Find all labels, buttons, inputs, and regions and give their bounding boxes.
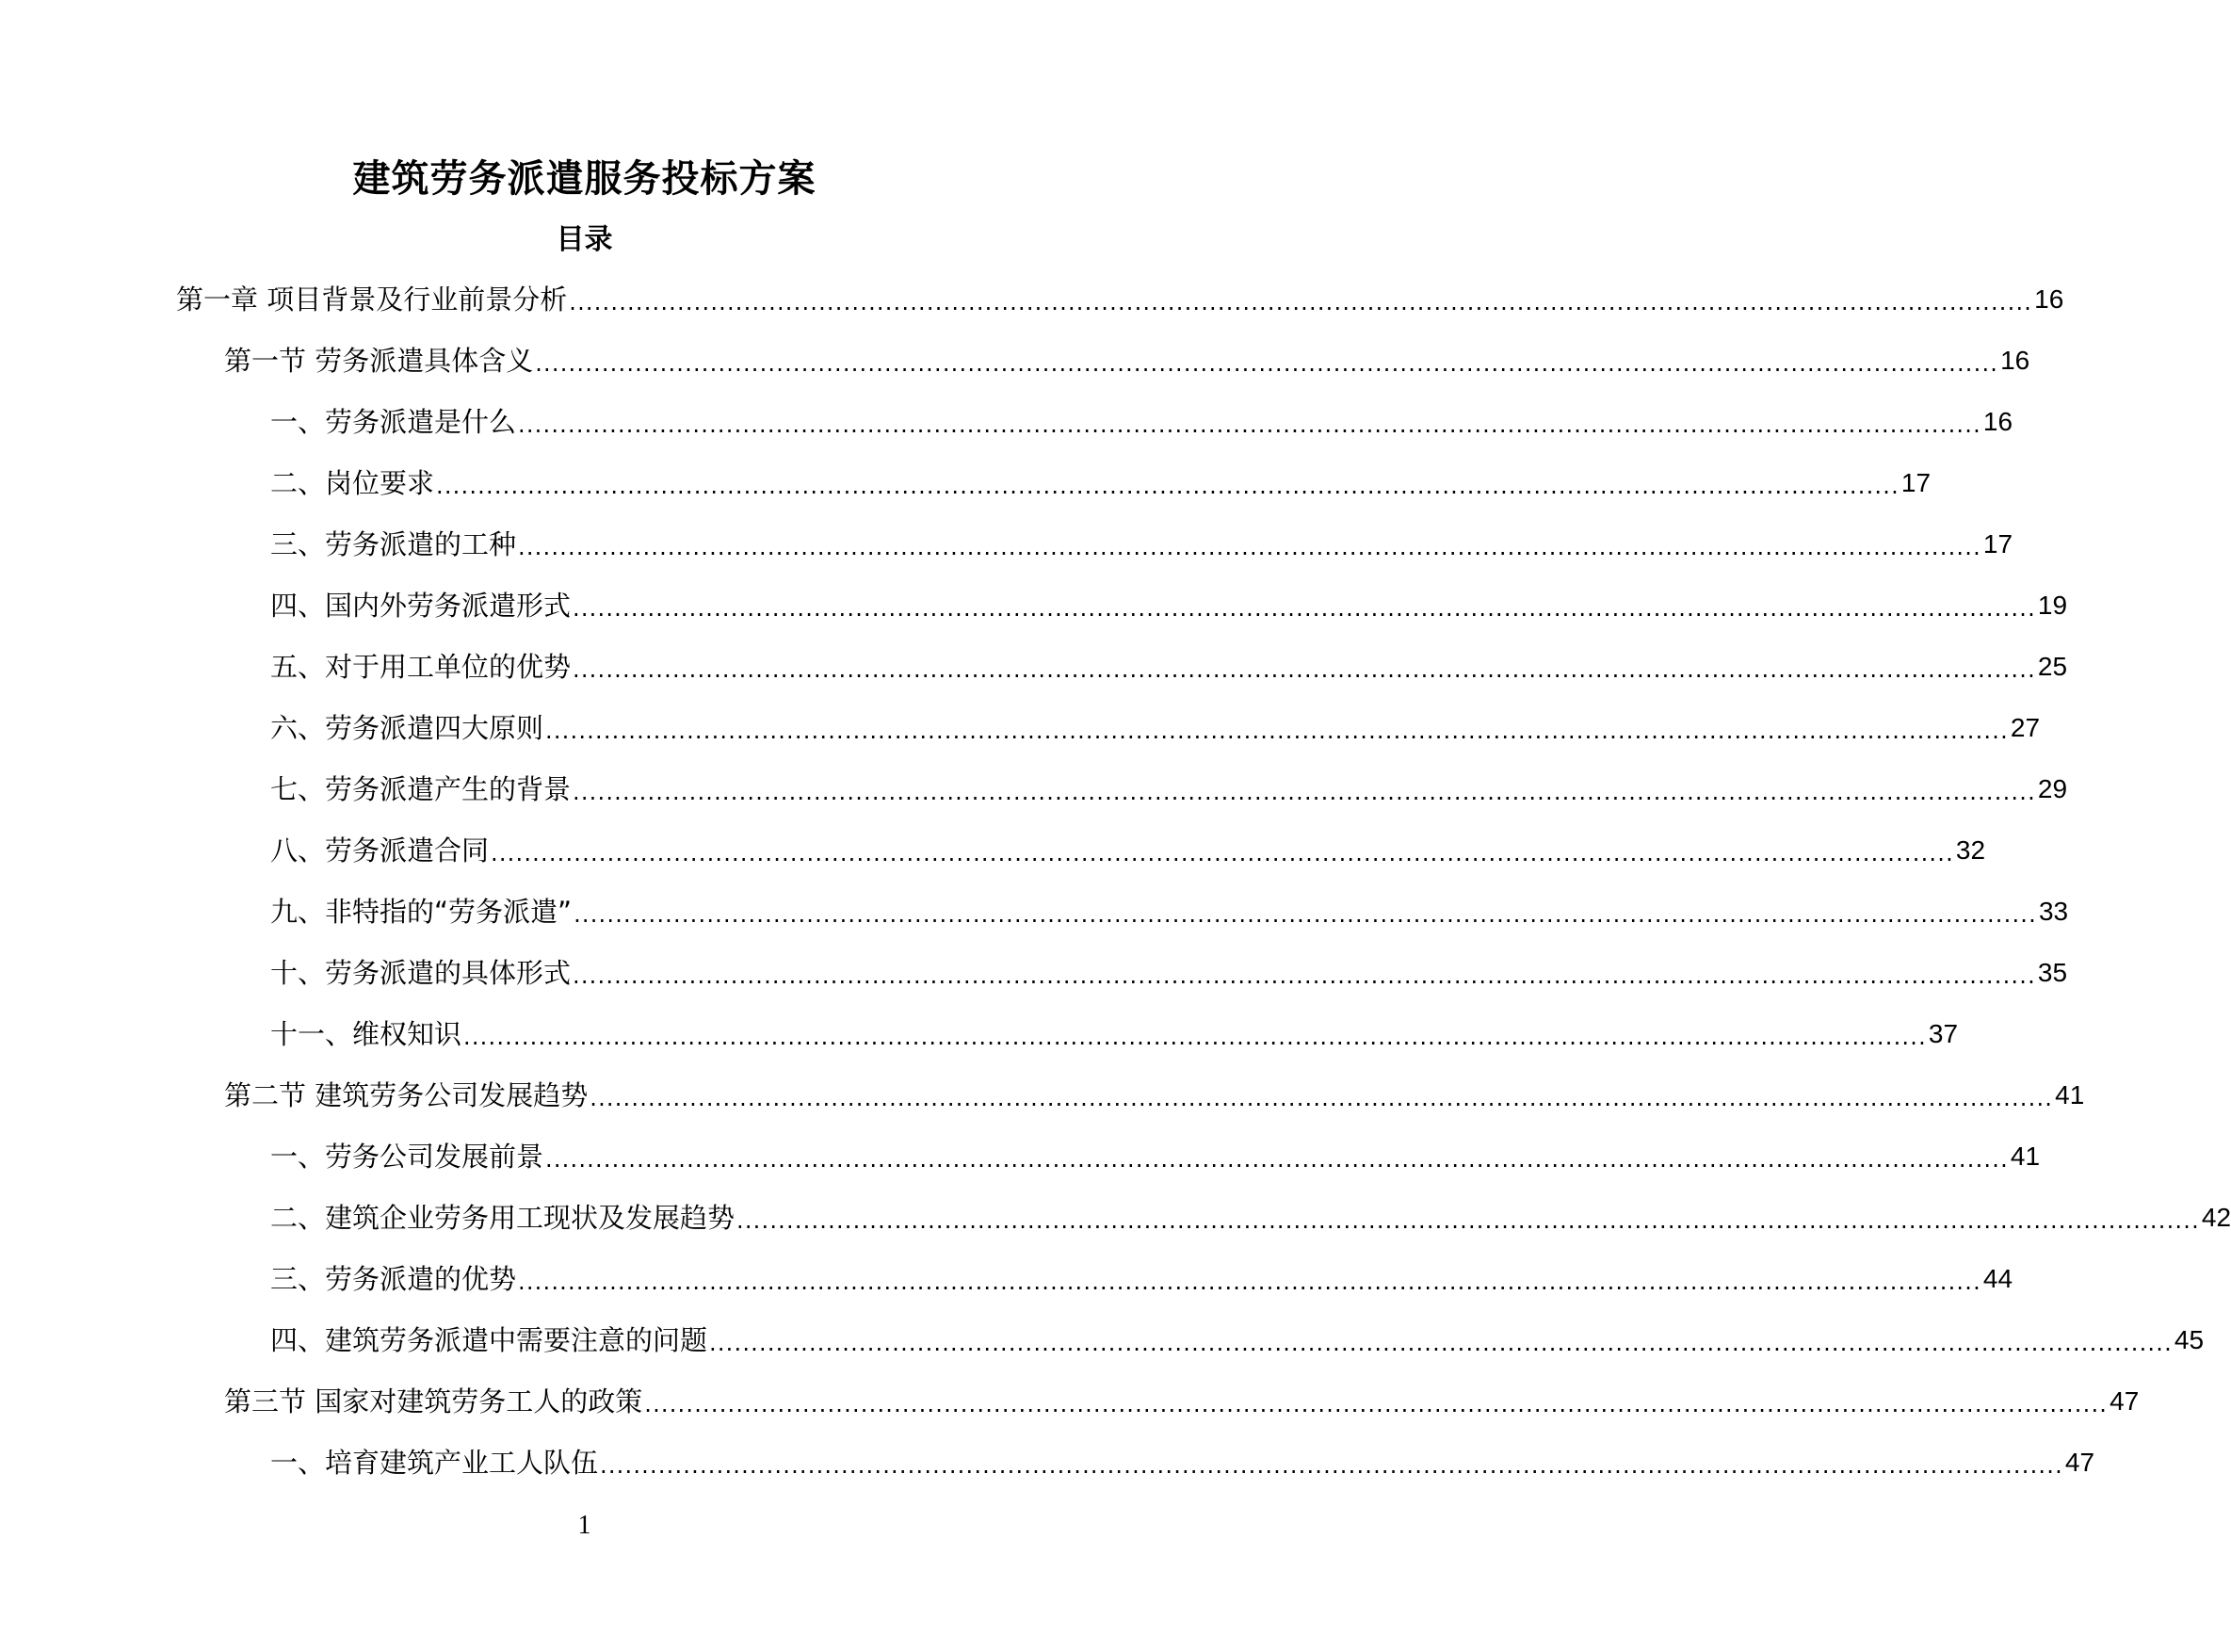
toc-entry[interactable] (0, 891, 2069, 952)
toc-entry-label: 三、劳务派遣的工种 (270, 528, 517, 560)
toc-entry[interactable] (0, 340, 2030, 401)
toc-entry-label: 四、国内外劳务派遣形式 (270, 590, 572, 622)
toc-entry-label: 二、建筑企业劳务用工现状及发展趋势 (270, 1202, 736, 1234)
dot-leader: ................................................................................................................................................................................ (491, 840, 1954, 866)
dot-leader: ................................................................................................................................................................................ (600, 1452, 2063, 1479)
table-of-contents (0, 279, 2231, 1503)
dot-leader: ................................................................................................................................................................................ (518, 1269, 1981, 1295)
toc-entry-label: 二、岗位要求 (270, 467, 435, 499)
dot-leader: ................................................................................................................................................................................ (590, 1085, 2054, 1111)
toc-heading: 目录 (556, 223, 613, 256)
dot-leader: ................................................................................................................................................................................ (518, 412, 1981, 438)
toc-entry-line (270, 646, 2068, 688)
toc-entry-label: 十一、维权知识 (270, 1018, 462, 1050)
toc-entry-line (270, 1258, 2013, 1300)
toc-entry-label: 第一章 项目背景及行业前景分析 (176, 283, 568, 316)
document-title: 建筑劳务派遣服务投标方案 (352, 157, 816, 201)
toc-entry-page-number: 45 (2174, 1325, 2205, 1354)
toc-entry-page-number: 37 (1928, 1019, 1959, 1048)
toc-entry-line (224, 1381, 2140, 1422)
dot-leader: ................................................................................................................................................................................ (736, 1207, 2200, 1234)
dot-leader: ................................................................................................................................................................................ (545, 1146, 2009, 1173)
toc-entry-line (224, 1075, 2085, 1116)
toc-entry-label: 六、劳务派遣四大原则 (270, 712, 544, 744)
toc-entry-page-number: 17 (1982, 529, 2013, 559)
toc-entry-page-number: 41 (2055, 1080, 2085, 1109)
toc-entry-line (270, 891, 2069, 932)
toc-entry-page-number: 25 (2037, 652, 2068, 681)
toc-entry-page-number: 47 (2064, 1448, 2095, 1477)
dot-leader: ................................................................................................................................................................................ (573, 595, 2036, 622)
toc-entry[interactable] (0, 646, 2068, 707)
toc-entry-page-number: 27 (2010, 713, 2041, 742)
toc-entry-line (270, 585, 2068, 626)
dot-leader: ................................................................................................................................................................................ (518, 534, 1981, 560)
dot-leader: ................................................................................................................................................................................ (545, 718, 2009, 744)
toc-entry-label: 五、对于用工单位的优势 (270, 651, 572, 683)
toc-entry-line (270, 952, 2068, 994)
toc-entry-page-number: 42 (2201, 1203, 2231, 1232)
toc-entry-line (270, 401, 2013, 443)
toc-entry-line (270, 707, 2041, 749)
toc-entry-line (270, 1136, 2041, 1177)
toc-entry-label: 十、劳务派遣的具体形式 (270, 957, 572, 989)
dot-leader: ................................................................................................................................................................................ (573, 656, 2036, 683)
toc-entry-page-number: 47 (2110, 1386, 2140, 1416)
toc-entry-page-number: 32 (1955, 835, 1986, 865)
toc-entry-label: 一、劳务派遣是什么 (270, 406, 517, 438)
toc-entry-label: 一、劳务公司发展前景 (270, 1141, 544, 1173)
toc-entry-line (270, 1013, 1959, 1055)
dot-leader: ................................................................................................................................................................................ (573, 963, 2036, 989)
toc-entry-page-number: 33 (2038, 897, 2069, 926)
toc-entry[interactable] (0, 279, 2064, 340)
toc-entry-line (270, 769, 2068, 810)
toc-entry[interactable] (0, 524, 2013, 585)
dot-leader: ................................................................................................................................................................................ (644, 1391, 2109, 1417)
toc-entry[interactable] (0, 1381, 2140, 1442)
dot-leader: ................................................................................................................................................................................ (709, 1330, 2173, 1356)
toc-entry-line (270, 1320, 2205, 1361)
dot-leader: ................................................................................................................................................................................ (535, 350, 1999, 377)
toc-entry-label: 一、培育建筑产业工人队伍 (270, 1447, 599, 1479)
toc-entry-label: 七、劳务派遣产生的背景 (270, 773, 572, 805)
toc-entry[interactable] (0, 1320, 2205, 1381)
toc-entry[interactable] (0, 585, 2068, 646)
toc-entry-page-number: 41 (2010, 1142, 2041, 1171)
toc-entry[interactable] (0, 462, 1932, 524)
toc-entry[interactable] (0, 707, 2041, 769)
toc-entry-label: 三、劳务派遣的优势 (270, 1263, 517, 1295)
toc-entry[interactable] (0, 1136, 2041, 1197)
toc-entry[interactable] (0, 830, 1986, 891)
toc-entry-line (270, 1442, 2095, 1483)
toc-entry-line (224, 340, 2030, 381)
toc-entry-label: 九、非特指的“劳务派遣” (270, 896, 573, 928)
toc-entry[interactable] (0, 1013, 1959, 1075)
toc-entry-label: 第二节 建筑劳务公司发展趋势 (224, 1079, 589, 1111)
toc-entry[interactable] (0, 952, 2068, 1013)
toc-entry-page-number: 16 (2000, 346, 2030, 375)
toc-entry-label: 第一节 劳务派遣具体含义 (224, 345, 534, 377)
toc-entry-page-number: 17 (1900, 468, 1932, 497)
page-number: 1 (577, 1511, 591, 1540)
toc-entry-page-number: 29 (2037, 774, 2068, 803)
dot-leader: ................................................................................................................................................................................ (569, 289, 2033, 316)
dot-leader: ................................................................................................................................................................................ (573, 779, 2036, 805)
toc-entry-page-number: 16 (2034, 284, 2064, 314)
toc-entry-page-number: 16 (1982, 407, 2013, 436)
toc-entry[interactable] (0, 1075, 2085, 1136)
toc-entry-page-number: 35 (2037, 958, 2068, 987)
toc-entry-label: 四、建筑劳务派遣中需要注意的问题 (270, 1324, 708, 1356)
toc-entry[interactable] (0, 1442, 2095, 1503)
toc-entry-page-number: 44 (1982, 1264, 2013, 1293)
toc-entry[interactable] (0, 1258, 2013, 1320)
dot-leader: ................................................................................................................................................................................ (463, 1024, 1927, 1050)
toc-entry-label: 八、劳务派遣合同 (270, 834, 490, 866)
toc-entry[interactable] (0, 401, 2013, 462)
toc-entry-label: 第三节 国家对建筑劳务工人的政策 (224, 1385, 643, 1417)
toc-entry[interactable] (0, 1197, 2231, 1258)
toc-entry-line (176, 279, 2064, 320)
toc-entry-line (270, 1197, 2231, 1239)
toc-entry-page-number: 19 (2037, 591, 2068, 620)
toc-entry[interactable] (0, 769, 2068, 830)
dot-leader: ................................................................................................................................................................................ (436, 473, 1900, 499)
toc-entry-line (270, 524, 2013, 565)
toc-entry-line (270, 830, 1986, 871)
dot-leader: ................................................................................................................................................................................ (574, 901, 2037, 928)
toc-entry-line (270, 462, 1932, 504)
